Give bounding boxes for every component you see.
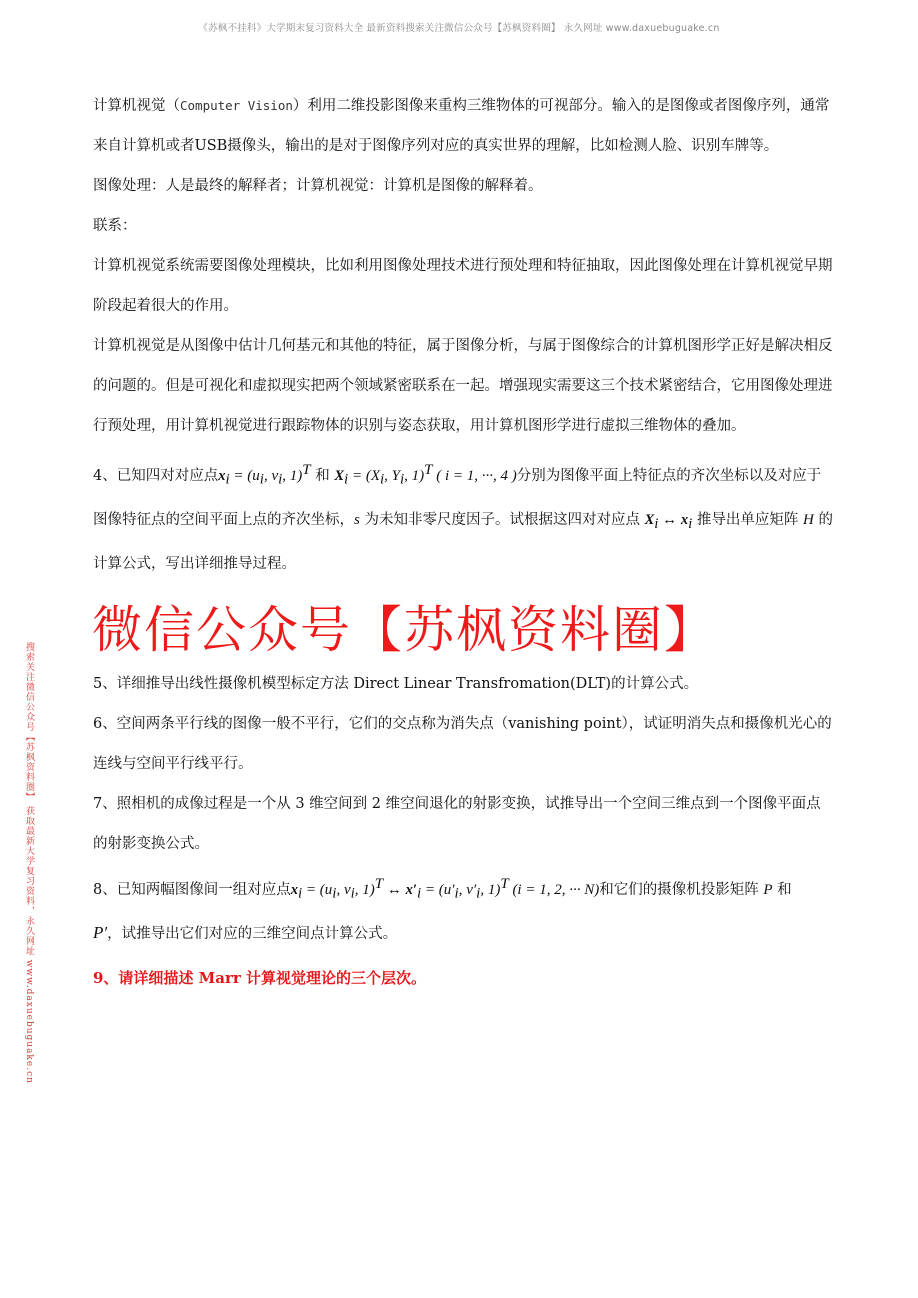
math-subscript: i — [688, 515, 693, 532]
paragraph-cv-definition — [93, 86, 833, 166]
math-superscript: T — [424, 462, 433, 478]
math-subscript: i — [225, 471, 230, 488]
page-header-banner: 《苏枫不挂科》大学期末复习资料大全 最新资料搜索关注微信公众号【苏枫资料圈】 永久网址 www.daxuebuguake.cn — [198, 23, 720, 34]
math-expr: , v — [263, 467, 279, 484]
watermark-text: 微信公众号【苏枫资料圈】 — [92, 601, 716, 659]
text-run: 推导出单应矩阵 — [692, 511, 804, 528]
text-run: 4、已知四对对应点 — [93, 467, 219, 484]
math-expr: , 1) — [282, 467, 303, 484]
paragraph-relation-heading: 联系： — [93, 218, 137, 234]
math-subscript: i — [400, 471, 405, 488]
math-expr: , 1) — [480, 881, 501, 898]
math-superscript: T — [302, 462, 311, 478]
term-computer-vision: Computer Vision — [180, 98, 293, 113]
text-run: 分别为图像平面上特征点的齐次坐标以及对应于图像特征点的空间平面上点的齐次坐标， — [93, 467, 822, 528]
math-subscript: i — [454, 885, 459, 902]
math-expr: = (X — [348, 467, 380, 484]
question-6: 6、空间两条平行线的图像一般不平行，它们的交点称为消失点（vanishing point），试证明消失点和摄像机光心的连线与空间平行线平行。 — [93, 715, 832, 772]
math-subscript: i — [416, 885, 422, 902]
math-subscript: i — [332, 885, 337, 902]
math-symbol: x — [680, 511, 689, 528]
question-5: 5、详细推导出线性摄像机模型标定方法 Direct Linear Transfromation(DLT)的计算公式。 — [93, 675, 699, 692]
math-expr: ↔ — [658, 511, 681, 528]
math-expr: = (u — [302, 881, 333, 898]
question-4 — [93, 450, 833, 584]
question-9: 9、请详细描述 Marr 计算视觉理论的三个层次。 — [93, 969, 427, 988]
math-expr: , 1) — [404, 467, 425, 484]
side-vertical-note: 搜索关注微信公众号【苏枫资料圈】 获取最新大学复习资料，永久网址 www.daxuebuguake.cn — [24, 642, 34, 1084]
text-run: 和它们的摄像机投影矩阵 — [599, 881, 764, 898]
paragraph-relation-1: 计算机视觉系统需要图像处理模块，比如利用图像处理技术进行预处理和特征抽取，因此图像处理在计算机视觉早期阶段起着很大的作用。 — [93, 258, 833, 314]
math-symbol: P — [763, 881, 773, 898]
document-body — [93, 86, 833, 998]
math-expr: = (u — [229, 467, 260, 484]
text-run: 的计算公式，写出详细推导过程。 — [93, 511, 833, 572]
question-8 — [93, 864, 833, 955]
math-expr: , v′ — [458, 881, 477, 898]
math-symbol: X — [644, 511, 655, 528]
math-expr: ( i = 1, ···, 4 ) — [432, 467, 517, 484]
math-superscript: T — [374, 875, 384, 892]
text-run: 计算机视觉（ — [93, 98, 180, 114]
text-run: ，试推导出它们对应的三维空间点计算公式。 — [107, 926, 398, 943]
math-superscript: T — [500, 875, 509, 892]
text-run: 和 — [772, 881, 792, 898]
text-run: 为未知非零尺度因子。试根据这四对对应点 — [359, 511, 645, 528]
math-symbol: P′ — [93, 923, 108, 943]
paragraph-interpreter: 图像处理：人是最终的解释者；计算机视觉：计算机是图像的解释着。 — [93, 178, 543, 194]
math-expr: , v — [336, 881, 351, 898]
math-symbol: x′ — [405, 881, 417, 898]
math-expr: = (u′ — [421, 881, 455, 898]
math-symbol: x — [218, 467, 226, 484]
math-subscript: i — [259, 471, 264, 488]
math-subscript: i — [278, 471, 283, 488]
math-subscript: i — [654, 515, 659, 532]
paragraph-relation-2: 计算机视觉是从图像中估计几何基元和其他的特征，属于图像分析，与属于图像综合的计算机图形学正好是解决相反的问题的。但是可视化和虚拟现实把两个领域紧密联系在一起。增强现实需要这三个技术紧密结合，它用图像处理进行预处理，用计算机视觉进行跟踪物体的识别与姿态获取，用计算机图形学进行虚拟三维物体的叠加。 — [93, 338, 833, 434]
math-subscript: i — [344, 471, 349, 488]
math-subscript: i — [297, 885, 303, 902]
math-subscript: i — [350, 885, 355, 902]
math-symbol: x — [290, 881, 298, 898]
math-expr: (i = 1, 2, ··· N) — [508, 881, 600, 898]
math-subscript: i — [379, 471, 385, 488]
math-expr: ↔ — [383, 881, 406, 898]
text-run: 8、已知两幅图像间一组对应点 — [93, 881, 291, 898]
math-symbol: s — [354, 511, 360, 528]
text-run: ）利用二维投影图像来重构三维物体的可视部分。输入的是图像或者图像序列，通常来自计算机或者USB摄像头，输出的是对于图像序列对应的真实世界的理解，比如检测人脸、识别车牌等。 — [93, 98, 830, 154]
math-expr: , Y — [384, 467, 400, 484]
math-expr: , 1) — [354, 881, 375, 898]
math-subscript: i — [476, 885, 481, 902]
math-symbol: X — [334, 467, 345, 484]
question-7: 7、照相机的成像过程是一个从 3 维空间到 2 维空间退化的射影变换，试推导出一个空间三维点到一个图像平面点的射影变换公式。 — [93, 795, 821, 852]
text-run: 和 — [310, 467, 335, 484]
math-symbol: H — [803, 511, 814, 528]
